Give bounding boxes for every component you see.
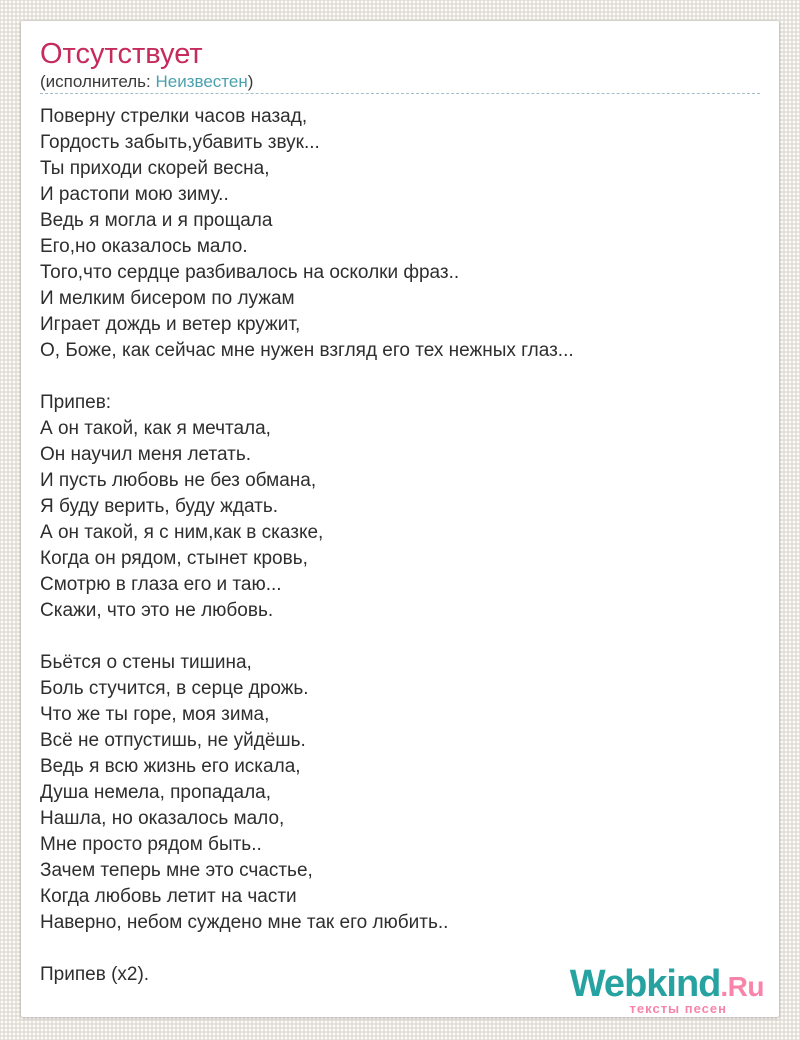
- lyric-line: Того,что сердце разбивалось на осколки фраз..: [40, 262, 460, 283]
- dashed-separator: [40, 93, 760, 94]
- lyric-line: Он научил меня летать.: [40, 444, 252, 465]
- lyric-line: О, Боже, как сейчас мне нужен взгляд его тех нежных глаз...: [40, 340, 574, 361]
- lyric-line: Бьётся о стены тишина,: [40, 652, 252, 673]
- logo-tagline: тексты песен: [629, 1001, 727, 1016]
- lyric-line: Мне просто рядом быть..: [40, 834, 262, 855]
- artist-link[interactable]: Неизвестен: [155, 72, 248, 91]
- lyric-line: Смотрю в глаза его и таю...: [40, 574, 282, 595]
- lyric-line: И мелким бисером по лужам: [40, 288, 295, 309]
- lyric-stanza: [40, 390, 760, 624]
- lyric-line: Зачем теперь мне это счастье,: [40, 860, 313, 881]
- lyric-line: Играет дождь и ветер кружит,: [40, 314, 301, 335]
- lyric-line: Гордость забыть,убавить звук...: [40, 132, 320, 153]
- artist-suffix: ): [247, 72, 254, 91]
- lyric-line: Что же ты горе, моя зима,: [40, 704, 270, 725]
- lyric-line: Нашла, но оказалось мало,: [40, 808, 285, 829]
- logo-webkind-text: Webkind: [569, 963, 721, 1005]
- lyric-stanza: [40, 650, 760, 936]
- lyric-line: Его,но оказалось мало.: [40, 236, 248, 257]
- lyric-line: Когда он рядом, стынет кровь,: [40, 548, 308, 569]
- lyric-line: Боль стучится, в серце дрожь.: [40, 678, 309, 699]
- lyrics-text: [40, 104, 760, 988]
- lyric-line: Когда любовь летит на части: [40, 886, 297, 907]
- lyric-line: А он такой, как я мечтала,: [40, 418, 271, 439]
- lyric-line: Ведь я всю жизнь его искала,: [40, 756, 301, 777]
- artist-label: (исполнитель:: [40, 72, 156, 91]
- lyric-line: Всё не отпустишь, не уйдёшь.: [40, 730, 306, 751]
- lyric-line: Ты приходи скорей весна,: [40, 158, 270, 179]
- song-title: Отсутствует: [40, 38, 203, 70]
- lyric-line: Я буду верить, буду ждать.: [40, 496, 279, 517]
- logo-ru-text: .Ru: [720, 971, 764, 1002]
- webkind-logo[interactable]: [569, 963, 764, 1016]
- lyric-line: Припев (x2).: [40, 964, 150, 985]
- lyric-line: Припев:: [40, 392, 112, 413]
- lyric-line: Ведь я могла и я прощала: [40, 210, 273, 231]
- lyrics-card: [21, 21, 779, 1017]
- lyric-stanza: [40, 104, 760, 364]
- artist-line: [40, 71, 760, 93]
- lyric-line: Наверно, небом суждено мне так его любить..: [40, 912, 449, 933]
- lyric-line: И растопи мою зиму..: [40, 184, 229, 205]
- lyric-line: Душа немела, пропадала,: [40, 782, 272, 803]
- lyric-line: Поверну стрелки часов назад,: [40, 106, 308, 127]
- lyric-line: И пусть любовь не без обмана,: [40, 470, 317, 491]
- lyric-line: Скажи, что это не любовь.: [40, 600, 274, 621]
- lyric-line: А он такой, я с ним,как в сказке,: [40, 522, 324, 543]
